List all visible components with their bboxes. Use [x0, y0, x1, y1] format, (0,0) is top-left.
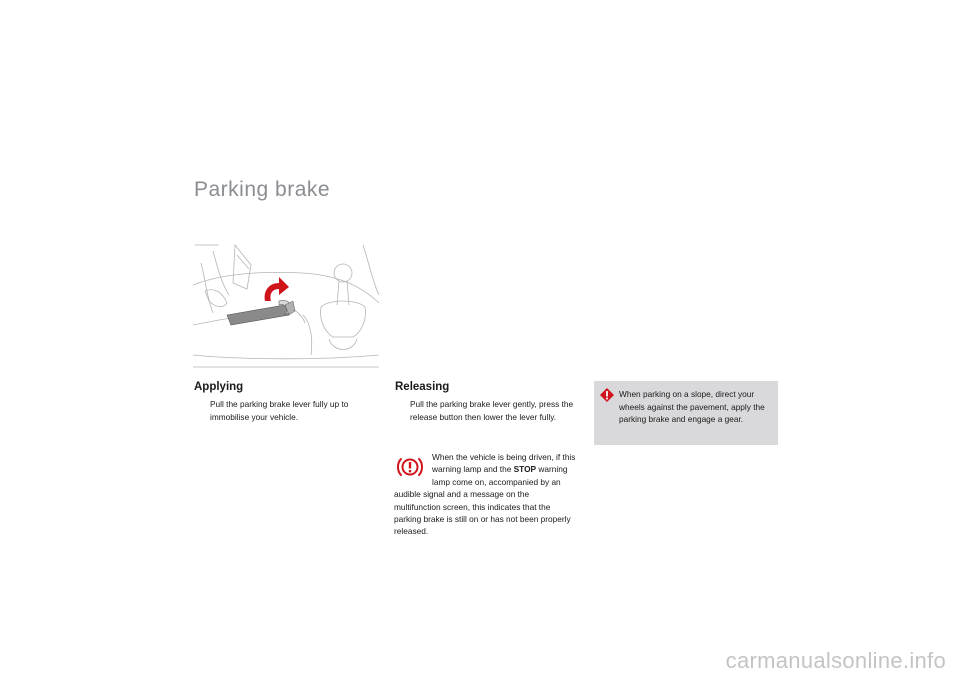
releasing-heading: Releasing — [395, 381, 450, 393]
caution-exclamation-icon — [600, 388, 614, 402]
releasing-bullet-text: Pull the parking brake lever gently, press the release button then lower the lever fully. — [410, 399, 574, 422]
watermark: carmanualsonline.info — [725, 648, 946, 673]
applying-bullet — [196, 398, 366, 423]
slope-parking-note — [594, 381, 778, 445]
warning-text-end: warning lamp come on, accompanied by an audible signal and a message on the multifunction screen, this indicates that the parking brake is still on or has not been properly released. — [394, 464, 571, 537]
applying-heading: Applying — [194, 381, 244, 393]
stop-label: STOP — [513, 464, 537, 475]
note-text: When parking on a slope, direct your wheels against the pavement, apply the parking brake and engage a gear. — [619, 389, 765, 424]
releasing-bullet — [396, 398, 580, 423]
warning-text-start: When the vehicle is being driven, if this warning lamp and the — [432, 452, 576, 475]
page-title: Parking brake — [194, 178, 331, 201]
warning-text — [394, 451, 578, 538]
parking-brake-illustration — [193, 243, 379, 371]
applying-bullet-text: Pull the parking brake lever fully up to immobilise your vehicle. — [210, 399, 349, 422]
